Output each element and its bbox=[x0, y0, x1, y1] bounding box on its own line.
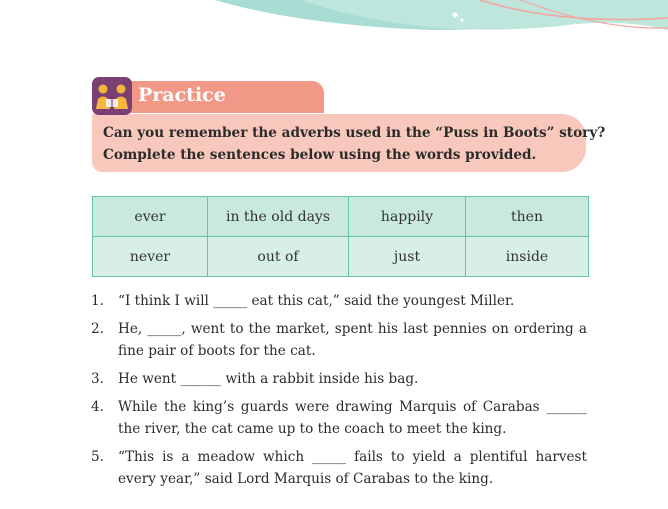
table-row bbox=[93, 237, 589, 277]
sentence-text: “This is a meadow which _____ fails to yield a plentiful harvest every year,” said Lord Marquis of Carabas to the king. bbox=[118, 449, 587, 487]
question-box bbox=[92, 114, 606, 172]
practice-title: Practice bbox=[138, 84, 226, 106]
sentence-number: 2. bbox=[91, 321, 104, 337]
sentence-number: 1. bbox=[91, 293, 104, 309]
question-line-2: Complete the sentences below using the words provided. bbox=[103, 147, 537, 163]
word-cell: in the old days bbox=[208, 197, 349, 237]
table-row bbox=[93, 197, 589, 237]
decorative-waves bbox=[0, 0, 668, 60]
sentence-text: “I think I will _____ eat this cat,” said the youngest Miller. bbox=[118, 293, 515, 309]
list-item bbox=[90, 446, 587, 490]
word-table bbox=[92, 196, 589, 277]
word-cell: ever bbox=[93, 197, 208, 237]
sentence-text: He, _____, went to the market, spent his last pennies on ordering a fine pair of boots for the cat. bbox=[118, 321, 587, 359]
sentence-number: 5. bbox=[91, 449, 104, 465]
word-cell: never bbox=[93, 237, 208, 277]
practice-tag bbox=[126, 81, 324, 113]
list-item bbox=[90, 318, 587, 362]
sentence-list bbox=[90, 290, 587, 496]
word-cell: inside bbox=[466, 237, 589, 277]
sentence-text: While the king’s guards were drawing Marquis of Carabas ______ the river, the cat came up to the coach to meet the king. bbox=[118, 399, 587, 437]
two-people-reading-icon bbox=[92, 77, 132, 115]
list-item bbox=[90, 396, 587, 440]
list-item bbox=[90, 290, 587, 312]
list-item bbox=[90, 368, 587, 390]
word-cell: out of bbox=[208, 237, 349, 277]
sentence-text: He went ______ with a rabbit inside his bag. bbox=[118, 371, 419, 387]
question-line-1: Can you remember the adverbs used in the “Puss in Boots” story? bbox=[103, 125, 606, 141]
word-cell: then bbox=[466, 197, 589, 237]
word-cell: happily bbox=[349, 197, 466, 237]
sentence-number: 3. bbox=[91, 371, 104, 387]
sentence-number: 4. bbox=[91, 399, 104, 415]
word-cell: just bbox=[349, 237, 466, 277]
